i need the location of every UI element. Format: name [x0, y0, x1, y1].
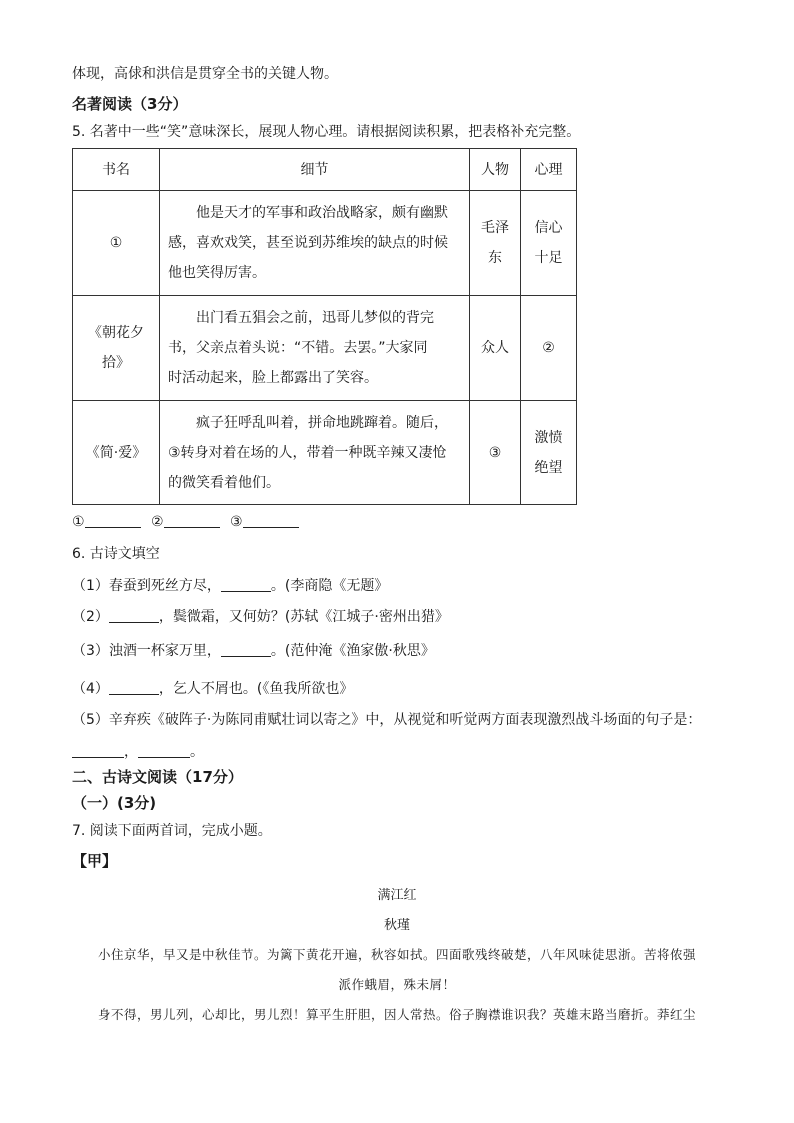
cell-mind — [521, 191, 577, 296]
header-mind: 心理 — [521, 149, 577, 191]
cell-person — [470, 191, 521, 296]
fill-blank[interactable] — [72, 743, 124, 758]
fill-blank[interactable] — [221, 577, 271, 592]
person-line: 东 — [488, 250, 502, 266]
poem-line: 小住京华，早又是中秋佳节。为篱下黄花开遍，秋容如拭。四面歌残终破楚，八年风味徒思浙。苦将侬强 — [97, 947, 696, 962]
cell-detail — [160, 191, 470, 296]
book-line: 拾》 — [102, 355, 130, 371]
answer-blank-1[interactable] — [85, 513, 141, 528]
jia-label: 【甲】 — [72, 852, 118, 870]
cell-book: ① — [73, 191, 160, 296]
mind-line: 信心 — [534, 220, 563, 236]
answer-blank-2[interactable] — [164, 513, 220, 528]
fill-blank[interactable] — [109, 680, 159, 695]
detail-line: 书，父亲点着头说：“不错。去罢。”大家同 — [168, 340, 428, 356]
q5-answer-blanks — [72, 512, 299, 532]
detail-line: 感，喜欢戏笑，甚至说到苏维埃的缺点的时候 — [168, 235, 448, 251]
q6-item-3 — [72, 641, 435, 661]
answer-mark-2: ② — [151, 514, 164, 530]
mind-line: 十足 — [534, 250, 563, 266]
detail-line: ③转身对着在场的人，带着一种既辛辣又凄怆 — [168, 444, 447, 461]
poem-line: 身不得，男儿列，心却比，男儿烈！算平生肝胆，因人常热。俗子胸襟谁识我？英雄末路当磨折。莽红尘 — [97, 1007, 696, 1022]
q6-item-5 — [72, 710, 701, 730]
subsection-one: （一）(3分) — [72, 794, 157, 812]
cell-detail — [160, 296, 470, 401]
item-number: （4） — [72, 681, 109, 697]
item-text: 浊酒一杯家万里， — [108, 643, 221, 659]
poem-title: 满江红 — [377, 888, 417, 903]
section-heading-two: 二、古诗文阅读（17分） — [72, 768, 243, 786]
section-heading-mingzhu: 名著阅读（3分） — [72, 95, 188, 113]
answer-mark-1: ① — [72, 514, 85, 530]
detail-line: 他是天才的军事和政治战略家，颇有幽默 — [196, 205, 448, 221]
detail-line: 时活动起来，脸上都露出了笑容。 — [168, 370, 378, 386]
header-book: 书名 — [73, 149, 160, 191]
item-number: （5） — [72, 712, 109, 728]
poem-body — [72, 940, 722, 1030]
table-row — [73, 401, 577, 505]
cell-mind — [521, 401, 577, 505]
q7-stem: 7. 阅读下面两首词，完成小题。 — [72, 823, 272, 839]
poem-line: 派作蛾眉，殊未屑！ — [338, 977, 456, 992]
cell-person: 众人 — [470, 296, 521, 401]
mind-line: 绝望 — [534, 459, 563, 476]
detail-line: 出门看五猖会之前，迅哥儿梦似的背完 — [196, 310, 434, 326]
fill-blank[interactable] — [109, 608, 159, 623]
detail-line: 他也笑得厉害。 — [168, 265, 266, 281]
item-number: （3） — [72, 643, 109, 659]
mind-line: 激愤 — [534, 429, 563, 446]
q6-stem: 6. 古诗文填空 — [72, 546, 160, 562]
detail-line: 疯子狂呼乱叫着，拼命地跳蹿着。随后， — [196, 414, 448, 431]
item-source: 。(范仲淹《渔家傲·秋思》 — [270, 643, 435, 659]
cell-book: 《简·爱》 — [73, 401, 160, 505]
item-text: 辛弃疾《破阵子·为陈同甫赋壮词以寄之》中，从视觉和听觉两方面表现激烈战斗场面的句子是： — [108, 712, 702, 728]
q6-item-4 — [72, 679, 353, 699]
separator: ， — [124, 744, 138, 760]
q6-item-2 — [72, 607, 449, 627]
cell-person: ③ — [470, 401, 521, 505]
item-source: ，乞人不屑也。(《鱼我所欲也》 — [158, 681, 354, 697]
cell-detail — [160, 401, 470, 505]
fill-blank[interactable] — [221, 642, 271, 657]
answer-mark-3: ③ — [230, 514, 243, 530]
header-person: 人物 — [470, 149, 521, 191]
cell-mind: ② — [521, 296, 577, 401]
table-row — [73, 296, 577, 401]
poem-author: 秋瑾 — [383, 918, 410, 933]
fill-blank[interactable] — [138, 743, 190, 758]
detail-line: 的微笑看着他们。 — [168, 474, 280, 491]
book-line: 《朝花夕 — [88, 325, 144, 341]
table-row — [73, 191, 577, 296]
item-source: ，鬓微霜，又何妨？(苏轼《江城子·密州出猎》 — [158, 609, 449, 625]
q6-item-5-answers — [72, 742, 204, 762]
item-source: 。(李商隐《无题》 — [270, 578, 389, 594]
intro-line: 体现，高俅和洪信是贯穿全书的关键人物。 — [72, 66, 338, 82]
item-number: （1） — [72, 578, 109, 594]
item-text: 春蚕到死丝方尽， — [108, 578, 221, 594]
cell-book — [73, 296, 160, 401]
q6-item-1 — [72, 576, 388, 596]
item-number: （2） — [72, 609, 109, 625]
q5-table — [72, 148, 577, 505]
answer-blank-3[interactable] — [243, 513, 299, 528]
q5-stem: 5. 名著中一些“笑”意味深长，展现人物心理。请根据阅读积累，把表格补充完整。 — [72, 124, 581, 140]
end-mark: 。 — [190, 744, 204, 760]
header-detail: 细节 — [160, 149, 470, 191]
person-line: 毛泽 — [481, 220, 509, 236]
